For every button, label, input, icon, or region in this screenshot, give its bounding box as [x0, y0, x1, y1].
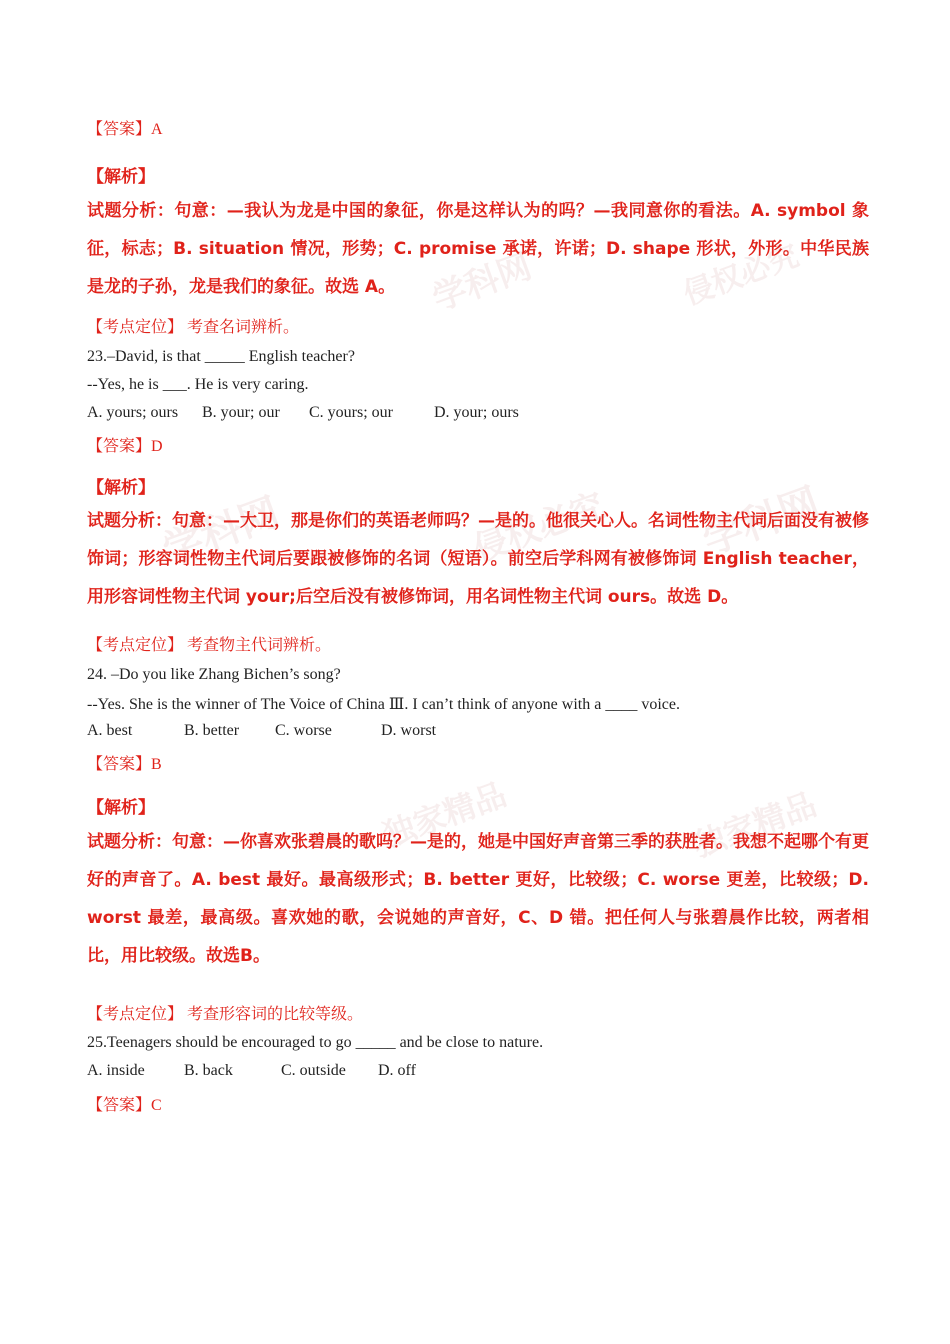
- q24-options: [87, 722, 436, 740]
- q24-prompt: 24. –Do you like Zhang Bichen’s song?: [87, 666, 341, 683]
- q23-reply: --Yes, he is ___. He is very caring.: [87, 376, 309, 393]
- q24-reply: --Yes. She is the winner of The Voice of China Ⅲ. I can’t think of anyone with a ____ voice.: [87, 696, 680, 713]
- q23-option-b: B. your; our: [202, 404, 280, 421]
- q25-option-d: D. off: [378, 1062, 416, 1079]
- q25-option-a: A. inside: [87, 1062, 145, 1079]
- q23-test-point: 【考点定位】 考查物主代词辨析。: [87, 637, 332, 654]
- q23-prompt: 23.–David, is that _____ English teacher?: [87, 348, 355, 365]
- watermark-3: 学科网: [156, 489, 286, 574]
- q25-option-c: C. outside: [281, 1062, 346, 1079]
- q24-option-a: A. best: [87, 722, 133, 739]
- watermark-6: 独家精品: [378, 775, 512, 855]
- q24-analysis: 试题分析：句意：—你喜欢张碧晨的歌吗？—是的，她是中国好声音第三季的获胜者。我想不起哪个有更好的声音了。A. best 最好。最高级形式；B. better 更好，比较级；C. worse 更差，比较级；D. worst 最差，最高级。喜欢她的歌，会说她的声音好，C、D 错。把任何人与张碧晨作比较，两者相比，用比较级。故选B。: [87, 832, 869, 966]
- q24-analysis-heading: 【解析】: [87, 798, 155, 817]
- q22-answer: 【答案】A: [87, 121, 163, 138]
- q24-option-c: C. worse: [275, 722, 332, 739]
- q23-analysis: 试题分析：句意：—大卫，那是你们的英语老师吗？—是的。他很关心人。名词性物主代词后面没有被修饰词；形容词性物主代词后要跟被修饰的名词（短语）。前空后学科网有被修饰词 English teacher，用形容词性物主代词 your;后空后没有被修饰词，用名词性物主代词 ours。故选 D。: [87, 511, 869, 607]
- q25-prompt: 25.Teenagers should be encouraged to go _____ and be close to nature.: [87, 1034, 544, 1051]
- q24-answer: 【答案】B: [87, 756, 162, 773]
- q23-answer: 【答案】D: [87, 438, 163, 455]
- q25-answer: 【答案】C: [87, 1097, 162, 1114]
- watermark-7: 独家精品: [688, 785, 822, 865]
- q22-test-point: 【考点定位】 考查名词辨析。: [87, 319, 300, 336]
- q23-analysis-heading: 【解析】: [87, 478, 155, 497]
- q25-option-b: B. back: [184, 1062, 233, 1079]
- q23-option-c: C. yours; our: [309, 404, 393, 421]
- q22-analysis: 试题分析：句意：—我认为龙是中国的象征，你是这样认为的吗？—我同意你的看法。A. symbol 象征，标志；B. situation 情况，形势；C. promise 承诺，许诺；D. shape 形状，外形。中华民族是龙的子孙，龙是我们的象征。故选 A。: [87, 201, 869, 297]
- q23-option-a: A. yours; ours: [87, 404, 179, 421]
- watermark-4: 侵权必究: [468, 485, 610, 570]
- watermark-5: 学科网: [696, 479, 826, 564]
- q23-options: [87, 404, 519, 422]
- q25-options: [87, 1062, 416, 1080]
- q24-test-point: 【考点定位】 考查形容词的比较等级。: [87, 1006, 364, 1023]
- q24-option-d: D. worst: [381, 722, 437, 739]
- watermark-1: 学科网: [427, 246, 537, 320]
- q23-option-d: D. your; ours: [434, 404, 519, 421]
- q24-option-b: B. better: [184, 722, 240, 739]
- q22-analysis-heading: 【解析】: [87, 167, 155, 186]
- watermark-2: 侵权必究: [678, 238, 804, 313]
